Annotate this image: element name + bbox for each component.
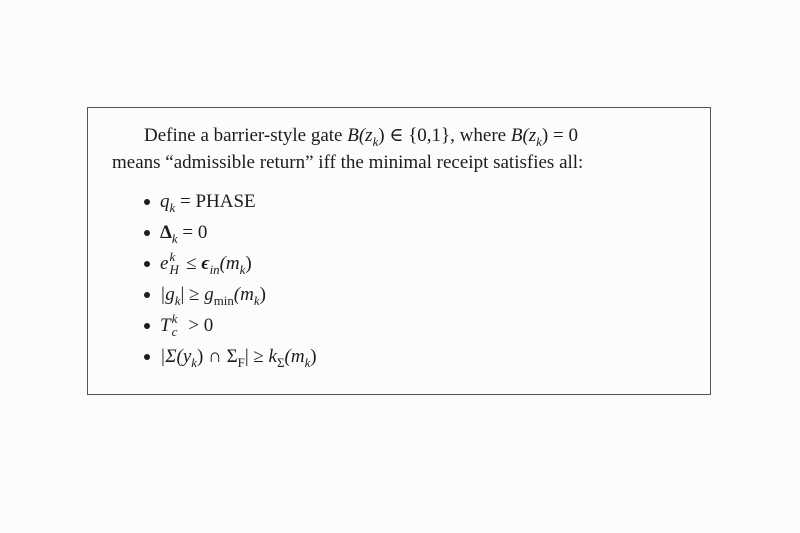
definition-text [112, 122, 702, 176]
gate-expression: $B(z_k$ [347, 125, 379, 149]
condition-delta: $\Delta_k = 0$ [144, 217, 317, 248]
condition-temperature: T k c > 0 [144, 310, 317, 341]
bullet-icon [144, 199, 150, 205]
condition-sigma: $|\Sigma(y_k)$ ∩ $\Sigma_F| \ge k_\Sigma(m_k)$ [144, 341, 317, 372]
bullet-icon [144, 261, 150, 267]
condition-gap: $|g_k| \ge g_{min}(m_k)$ [144, 279, 317, 310]
condition-list [144, 186, 317, 372]
intro-line-2: means “admissible return” iff the minimal receipt satisfies all: [112, 152, 584, 173]
gate-zero: ) = 0 [541, 125, 578, 146]
bullet-icon [144, 230, 150, 236]
gate-expression-2: $B(z_k$ [510, 125, 542, 149]
condition-error: e k H ≤ $\epsilon_{in}(m_k)$ [144, 248, 317, 279]
gate-set: ) ∈ {0,1}, where [378, 125, 511, 146]
bullet-icon [144, 354, 150, 360]
definition-box [87, 107, 711, 395]
bullet-icon [144, 323, 150, 329]
bullet-icon [144, 292, 150, 298]
condition-phase: $q_k$ = PHASE [144, 186, 317, 217]
intro-prefix: Define a barrier-style gate [144, 125, 348, 146]
